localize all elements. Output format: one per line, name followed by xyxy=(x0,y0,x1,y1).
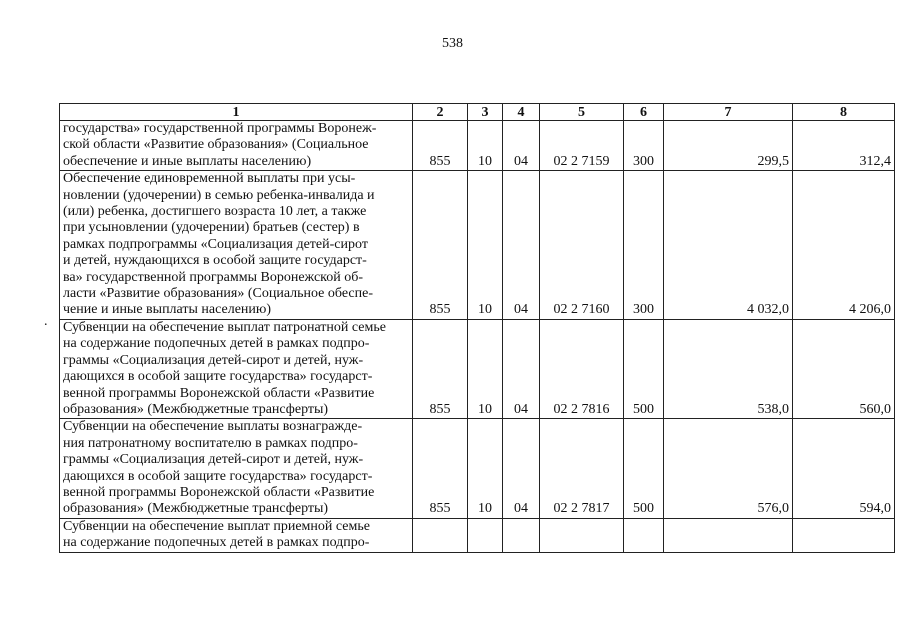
table-row xyxy=(60,171,895,320)
cell-ministry: 855 xyxy=(413,171,468,320)
row-description: Субвенции на обеспечение выплаты вознагражде- ния патронатному воспитателю в рамках подпро- граммы «Социализация детей-сирот и детей, нуж- дающихся в особой защите государства» государст- венной программы Воронежской области «Развитие образования» (Межбюджетные трансферты) xyxy=(60,419,413,518)
header-col-3: 3 xyxy=(468,104,503,121)
cell-expense-type xyxy=(624,518,664,552)
cell-subsection xyxy=(503,518,540,552)
cell-subsection: 04 xyxy=(503,171,540,320)
header-col-6: 6 xyxy=(624,104,664,121)
cell-subsection: 04 xyxy=(503,121,540,171)
cell-expense-type: 300 xyxy=(624,171,664,320)
header-col-8: 8 xyxy=(793,104,895,121)
cell-subsection: 04 xyxy=(503,419,540,518)
row-description: Субвенции на обеспечение выплат патронатной семье на содержание подопечных детей в рамках подпро- граммы «Социализация детей-сирот и детей, нуж- дающихся в особой защите государства» государст- венной программы Воронежской области «Развитие образования» (Межбюджетные трансферты) xyxy=(60,319,413,418)
header-col-7: 7 xyxy=(664,104,793,121)
table-row xyxy=(60,419,895,518)
cell-amount-2: 594,0 xyxy=(793,419,895,518)
cell-section: 10 xyxy=(468,121,503,171)
table-row xyxy=(60,518,895,552)
cell-section: 10 xyxy=(468,419,503,518)
cell-expense-type: 300 xyxy=(624,121,664,171)
page-number: 538 xyxy=(442,36,463,51)
cell-target-item: 02 2 7159 xyxy=(540,121,624,171)
cell-ministry: 855 xyxy=(413,121,468,171)
cell-amount-2: 312,4 xyxy=(793,121,895,171)
cell-amount-1: 4 032,0 xyxy=(664,171,793,320)
cell-expense-type: 500 xyxy=(624,319,664,418)
table-row xyxy=(60,121,895,171)
cell-amount-1: 299,5 xyxy=(664,121,793,171)
cell-amount-2 xyxy=(793,518,895,552)
header-col-5: 5 xyxy=(540,104,624,121)
cell-expense-type: 500 xyxy=(624,419,664,518)
budget-table xyxy=(59,103,895,553)
stray-mark: . xyxy=(44,314,48,329)
cell-amount-1: 538,0 xyxy=(664,319,793,418)
table-row xyxy=(60,319,895,418)
header-col-1: 1 xyxy=(60,104,413,121)
cell-target-item: 02 2 7160 xyxy=(540,171,624,320)
cell-target-item: 02 2 7817 xyxy=(540,419,624,518)
cell-section xyxy=(468,518,503,552)
cell-amount-1 xyxy=(664,518,793,552)
header-col-2: 2 xyxy=(413,104,468,121)
cell-amount-2: 4 206,0 xyxy=(793,171,895,320)
row-description: Обеспечение единовременной выплаты при усы- новлении (удочерении) в семью ребенка-инвалида и (или) ребенка, достигшего возраста 10 лет, а также при усыновлении (удочерении) братьев (сестер) в рамках подпрограммы «Социализация детей-сирот и детей, нуждающихся в особой защите государст- ва» государственной программы Воронежской об- ласти «Развитие образования» (Социальное обеспе- чение и иные выплаты населению) xyxy=(60,171,413,320)
cell-target-item: 02 2 7816 xyxy=(540,319,624,418)
cell-ministry: 855 xyxy=(413,319,468,418)
cell-amount-2: 560,0 xyxy=(793,319,895,418)
row-description: Субвенции на обеспечение выплат приемной семье на содержание подопечных детей в рамках подпро- xyxy=(60,518,413,552)
header-col-4: 4 xyxy=(503,104,540,121)
cell-section: 10 xyxy=(468,171,503,320)
row-description: государства» государственной программы Воронеж- ской области «Развитие образования» (Социальное обеспечение и иные выплаты населению) xyxy=(60,121,413,171)
table-header-row xyxy=(60,104,895,121)
cell-ministry: 855 xyxy=(413,419,468,518)
cell-amount-1: 576,0 xyxy=(664,419,793,518)
cell-subsection: 04 xyxy=(503,319,540,418)
cell-target-item xyxy=(540,518,624,552)
cell-section: 10 xyxy=(468,319,503,418)
cell-ministry xyxy=(413,518,468,552)
